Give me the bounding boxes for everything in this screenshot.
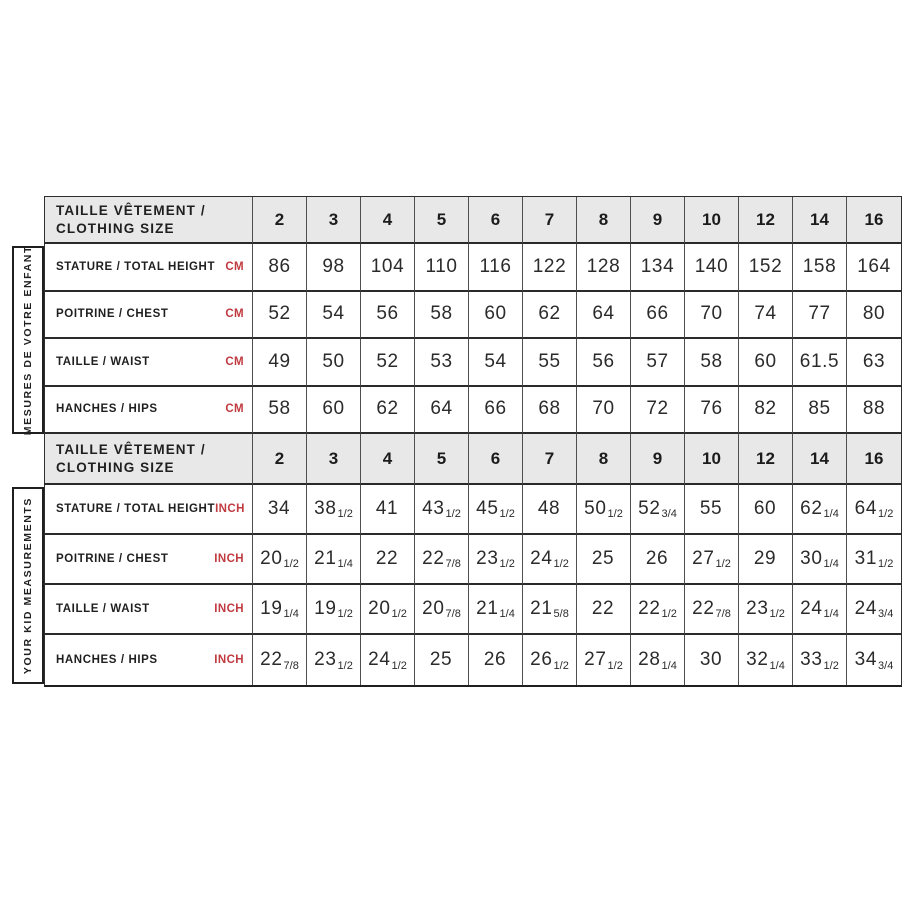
value-cell: 57 [631, 339, 685, 387]
value-cell: 140 [685, 244, 739, 292]
value-cell: 66 [469, 387, 523, 435]
value-cell: 88 [847, 387, 901, 435]
value-cell [253, 535, 307, 585]
value-fraction: 1/2 [337, 608, 353, 620]
value-whole: 22 [422, 548, 445, 569]
value-fraction: 1/2 [823, 660, 839, 672]
value-whole: 20 [422, 598, 445, 619]
value-cell [847, 585, 901, 635]
value-fraction: 1/2 [878, 508, 894, 520]
value-whole: 20 [368, 598, 391, 619]
value-cell [361, 585, 415, 635]
value-cell [847, 635, 901, 685]
size-column-header: 5 [415, 197, 469, 244]
value-whole: 21 [530, 598, 553, 619]
value-cell [685, 535, 739, 585]
value-whole: 27 [692, 548, 715, 569]
value-fraction: 1/2 [445, 508, 461, 520]
value-fraction: 1/4 [823, 508, 839, 520]
value-fraction: 1/2 [607, 508, 623, 520]
value-cell [361, 535, 415, 585]
value-cell: 54 [469, 339, 523, 387]
value-whole: 26 [530, 649, 553, 670]
value-cell [469, 535, 523, 585]
value-cell [631, 635, 685, 685]
value-cell: 52 [361, 339, 415, 387]
row-label-cell [45, 292, 253, 340]
value-cell: 122 [523, 244, 577, 292]
size-column-header: 2 [253, 434, 307, 485]
size-column-header: 7 [523, 434, 577, 485]
value-cell [739, 485, 793, 535]
value-cell [631, 485, 685, 535]
value-cell [793, 585, 847, 635]
value-cell: 58 [415, 292, 469, 340]
unit-label: CM [225, 403, 244, 416]
value-cell [469, 585, 523, 635]
value-fraction: 7/8 [445, 608, 461, 620]
size-column-header: 8 [577, 434, 631, 485]
row-label: HANCHES / HIPS [56, 403, 158, 416]
size-column-header: 9 [631, 434, 685, 485]
value-cell: 53 [415, 339, 469, 387]
row-label-cell [45, 387, 253, 435]
value-cell [361, 485, 415, 535]
value-cell: 66 [631, 292, 685, 340]
value-cell [685, 585, 739, 635]
value-whole: 38 [314, 498, 337, 519]
value-cell [253, 635, 307, 685]
value-whole: 33 [800, 649, 823, 670]
value-cell: 52 [253, 292, 307, 340]
value-fraction: 1/2 [715, 558, 731, 570]
value-cell: 74 [739, 292, 793, 340]
unit-label: INCH [215, 503, 245, 515]
row-label: POITRINE / CHEST [56, 308, 169, 321]
value-fraction: 1/4 [283, 608, 299, 620]
value-whole: 23 [314, 649, 337, 670]
value-cell [307, 635, 361, 685]
value-cell: 58 [685, 339, 739, 387]
side-label-cm-box [12, 246, 44, 434]
value-fraction: 1/4 [823, 608, 839, 620]
value-cell: 56 [577, 339, 631, 387]
value-whole: 27 [584, 649, 607, 670]
size-column-header: 2 [253, 197, 307, 244]
value-whole: 24 [800, 598, 823, 619]
value-whole: 29 [753, 548, 777, 569]
size-column-header: 5 [415, 434, 469, 485]
value-cell: 85 [793, 387, 847, 435]
size-chart-table [44, 196, 902, 687]
value-fraction: 1/2 [391, 660, 407, 672]
value-cell: 64 [415, 387, 469, 435]
value-whole: 26 [645, 548, 669, 569]
row-label-cell [45, 339, 253, 387]
size-column-header: 10 [685, 434, 739, 485]
value-cell [415, 535, 469, 585]
size-column-header: 14 [793, 434, 847, 485]
value-cell: 62 [361, 387, 415, 435]
value-fraction: 1/2 [553, 660, 569, 672]
value-cell [307, 485, 361, 535]
value-cell [685, 485, 739, 535]
value-cell [631, 585, 685, 635]
value-cell: 152 [739, 244, 793, 292]
row-label: TAILLE / WAIST [56, 355, 150, 368]
value-cell: 98 [307, 244, 361, 292]
value-cell: 50 [307, 339, 361, 387]
size-column-header: 12 [739, 197, 793, 244]
value-fraction: 1/2 [499, 558, 515, 570]
size-column-header: 4 [361, 434, 415, 485]
value-fraction: 1/2 [553, 558, 569, 570]
size-column-header: 14 [793, 197, 847, 244]
value-whole: 25 [429, 649, 453, 670]
value-cell [847, 535, 901, 585]
value-cell [361, 635, 415, 685]
value-fraction: 1/2 [391, 608, 407, 620]
value-fraction: 1/4 [661, 660, 677, 672]
table-title-line: TAILLE VÊTEMENT / [56, 441, 206, 457]
value-cell [469, 485, 523, 535]
value-whole: 19 [260, 598, 283, 619]
value-whole: 22 [375, 548, 399, 569]
value-whole: 45 [476, 498, 499, 519]
value-cell [253, 485, 307, 535]
row-label-cell [45, 585, 253, 635]
value-whole: 34 [267, 498, 291, 519]
value-cell: 70 [577, 387, 631, 435]
value-fraction: 1/2 [283, 558, 299, 570]
size-column-header: 7 [523, 197, 577, 244]
value-fraction: 1/4 [337, 558, 353, 570]
value-cell: 60 [469, 292, 523, 340]
value-cell [577, 585, 631, 635]
value-cell [631, 535, 685, 585]
value-whole: 21 [476, 598, 499, 619]
unit-label: CM [225, 308, 244, 321]
value-whole: 31 [854, 548, 878, 569]
table-title-line: CLOTHING SIZE [56, 459, 175, 475]
value-cell [415, 485, 469, 535]
value-whole: 21 [314, 548, 337, 569]
value-whole: 30 [699, 649, 723, 670]
value-cell [793, 635, 847, 685]
value-cell: 104 [361, 244, 415, 292]
unit-label: CM [225, 260, 244, 273]
value-fraction: 1/4 [769, 660, 785, 672]
value-fraction: 1/4 [823, 558, 839, 570]
value-cell: 110 [415, 244, 469, 292]
value-cell: 49 [253, 339, 307, 387]
value-cell [523, 585, 577, 635]
value-cell: 77 [793, 292, 847, 340]
row-label-cell [45, 244, 253, 292]
value-cell: 70 [685, 292, 739, 340]
value-cell [739, 585, 793, 635]
value-cell [739, 535, 793, 585]
side-label-inch-box [12, 487, 44, 684]
value-whole: 25 [591, 548, 615, 569]
value-cell [739, 635, 793, 685]
value-cell [523, 535, 577, 585]
value-whole: 23 [476, 548, 499, 569]
value-fraction: 3/4 [661, 508, 677, 520]
value-cell [523, 485, 577, 535]
value-whole: 22 [260, 649, 283, 670]
value-cell: 86 [253, 244, 307, 292]
value-cell: 116 [469, 244, 523, 292]
value-whole: 64 [854, 498, 878, 519]
value-whole: 34 [854, 649, 878, 670]
table-title-line: CLOTHING SIZE [56, 220, 175, 236]
value-whole: 41 [375, 498, 399, 519]
value-cell [307, 535, 361, 585]
size-column-header: 6 [469, 434, 523, 485]
row-label: POITRINE / CHEST [56, 553, 169, 565]
table-title-line: TAILLE VÊTEMENT / [56, 202, 206, 218]
value-cell: 60 [307, 387, 361, 435]
value-whole: 52 [638, 498, 661, 519]
value-whole: 20 [260, 548, 283, 569]
value-whole: 24 [854, 598, 878, 619]
value-cell: 158 [793, 244, 847, 292]
value-cell: 82 [739, 387, 793, 435]
value-whole: 43 [422, 498, 445, 519]
value-cell [847, 485, 901, 535]
value-cell: 68 [523, 387, 577, 435]
table-title-inch [45, 434, 253, 485]
value-fraction: 1/2 [499, 508, 515, 520]
row-label-cell [45, 635, 253, 685]
row-label-cell [45, 535, 253, 585]
value-cell: 54 [307, 292, 361, 340]
size-column-header: 16 [847, 434, 901, 485]
value-cell: 128 [577, 244, 631, 292]
size-column-header: 16 [847, 197, 901, 244]
value-cell [577, 535, 631, 585]
value-cell [253, 585, 307, 635]
size-column-header: 4 [361, 197, 415, 244]
value-cell: 62 [523, 292, 577, 340]
value-fraction: 5/8 [553, 608, 569, 620]
value-cell: 164 [847, 244, 901, 292]
value-fraction: 1/2 [607, 660, 623, 672]
side-label-inch: YOUR KID MEASUREMENTS [22, 496, 34, 675]
size-column-header: 10 [685, 197, 739, 244]
value-whole: 19 [314, 598, 337, 619]
value-whole: 24 [530, 548, 553, 569]
row-label: STATURE / TOTAL HEIGHT [56, 260, 216, 273]
value-whole: 50 [584, 498, 607, 519]
value-cell [793, 485, 847, 535]
value-fraction: 7/8 [715, 608, 731, 620]
value-fraction: 7/8 [283, 660, 299, 672]
value-whole: 32 [746, 649, 769, 670]
side-label-cm: MESURES DE VOTRE ENFANT [22, 244, 34, 436]
value-fraction: 1/4 [499, 608, 515, 620]
value-whole: 22 [638, 598, 661, 619]
value-cell: 58 [253, 387, 307, 435]
size-column-header: 9 [631, 197, 685, 244]
value-fraction: 1/2 [661, 608, 677, 620]
value-cell: 72 [631, 387, 685, 435]
value-cell: 76 [685, 387, 739, 435]
value-fraction: 1/2 [878, 558, 894, 570]
value-whole: 48 [537, 498, 561, 519]
value-whole: 55 [699, 498, 723, 519]
value-cell [469, 635, 523, 685]
value-cell: 80 [847, 292, 901, 340]
value-whole: 22 [692, 598, 715, 619]
size-column-header: 12 [739, 434, 793, 485]
value-cell: 134 [631, 244, 685, 292]
size-column-header: 3 [307, 197, 361, 244]
value-whole: 28 [638, 649, 661, 670]
unit-label: INCH [214, 553, 244, 565]
value-cell [793, 535, 847, 585]
unit-label: INCH [214, 654, 244, 666]
value-whole: 26 [483, 649, 507, 670]
value-cell [307, 585, 361, 635]
value-cell [685, 635, 739, 685]
value-cell: 56 [361, 292, 415, 340]
size-column-header: 6 [469, 197, 523, 244]
value-cell [415, 635, 469, 685]
value-cell [523, 635, 577, 685]
value-whole: 30 [800, 548, 823, 569]
size-column-header: 3 [307, 434, 361, 485]
value-fraction: 1/2 [337, 660, 353, 672]
value-cell: 61.5 [793, 339, 847, 387]
value-fraction: 1/2 [337, 508, 353, 520]
value-cell: 63 [847, 339, 901, 387]
value-whole: 22 [591, 598, 615, 619]
value-fraction: 3/4 [878, 660, 894, 672]
value-fraction: 1/2 [769, 608, 785, 620]
value-cell [577, 635, 631, 685]
value-whole: 62 [800, 498, 823, 519]
value-cell: 60 [739, 339, 793, 387]
value-whole: 24 [368, 649, 391, 670]
row-label: HANCHES / HIPS [56, 654, 158, 666]
value-fraction: 7/8 [445, 558, 461, 570]
value-cell [577, 485, 631, 535]
value-fraction: 3/4 [878, 608, 894, 620]
value-whole: 60 [753, 498, 777, 519]
unit-label: CM [225, 355, 244, 368]
value-cell: 64 [577, 292, 631, 340]
row-label: STATURE / TOTAL HEIGHT [56, 503, 216, 515]
value-cell [415, 585, 469, 635]
value-whole: 23 [746, 598, 769, 619]
table-title-cm [45, 197, 253, 244]
unit-label: INCH [214, 603, 244, 615]
row-label-cell [45, 485, 253, 535]
size-column-header: 8 [577, 197, 631, 244]
row-label: TAILLE / WAIST [56, 603, 150, 615]
value-cell: 55 [523, 339, 577, 387]
